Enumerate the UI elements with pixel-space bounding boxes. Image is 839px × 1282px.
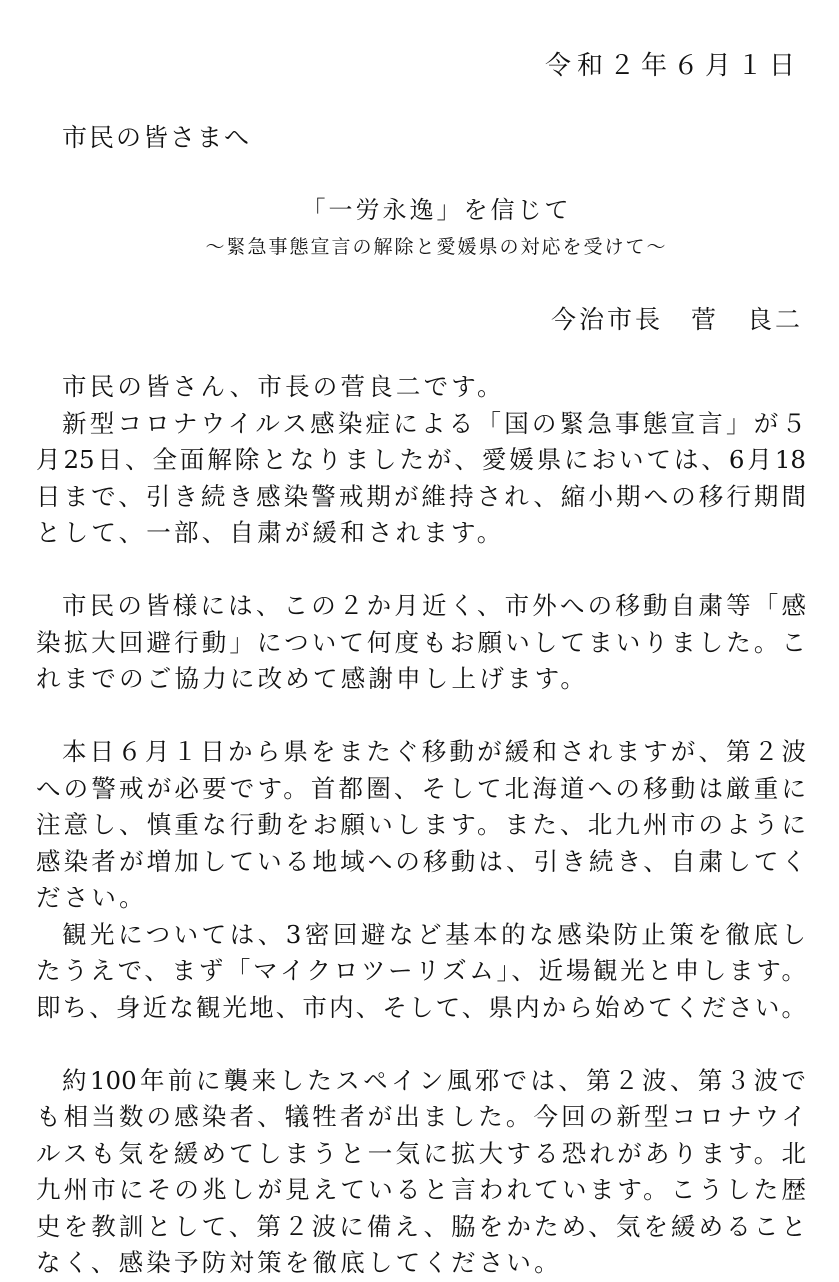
addressee: 市民の皆さまへ bbox=[62, 123, 252, 152]
signature bbox=[551, 302, 803, 338]
signature-name: 菅 良二 bbox=[690, 305, 803, 334]
document-title: 「一労永逸」を信じて bbox=[301, 196, 572, 224]
paragraph-6-line-5: 史を教訓として、第２波に備え、脇をかため、気を緩めること bbox=[36, 1211, 806, 1241]
signature-position: 今治市長 bbox=[550, 305, 663, 334]
paragraph-4-line-4: 感染者が増加している地域への移動は、引き続き、自粛してく bbox=[36, 846, 806, 876]
paragraph-4-line-2: への警戒が必要です。首都圏、そして北海道への移動は厳重に bbox=[36, 773, 806, 803]
paragraph-spacer bbox=[36, 552, 806, 589]
paragraph-6-line-1: 約100年前に襲来したスペイン風邪では、第２波、第３波で bbox=[62, 1065, 806, 1095]
paragraph-2-line-2: 月25日、全面解除となりましたが、愛媛県においては、6月18 bbox=[36, 445, 806, 474]
paragraph-3-line-3: れまでのご協力に改めて感謝申し上げます。 bbox=[36, 664, 589, 693]
document-subtitle: ～緊急事態宣言の解除と愛媛県の対応を受けて～ bbox=[205, 236, 668, 258]
paragraph-1-line-1: 市民の皆さん、市長の菅良二です。 bbox=[62, 372, 505, 401]
paragraph-4-line-1: 本日６月１日から県をまたぐ移動が緩和されますが、第２波 bbox=[62, 737, 806, 766]
paragraph-2-line-1: 新型コロナウイルス感染症による「国の緊急事態宣言」が５ bbox=[62, 408, 806, 438]
paragraph-5-line-1: 観光については、3密回避など基本的な感染防止策を徹底し bbox=[62, 919, 806, 949]
paragraph-3-line-2: 染拡大回避行動」について何度もお願いしてまいりました。こ bbox=[36, 627, 806, 657]
paragraph-2-line-3: 日まで、引き続き感染警戒期が維持され、縮小期への移行期間 bbox=[36, 481, 806, 511]
paragraph-spacer bbox=[36, 1026, 806, 1063]
paragraph-4-line-5: ださい。 bbox=[36, 883, 147, 912]
paragraph-3-line-1: 市民の皆様には、この２か月近く、市外への移動自粛等「感 bbox=[62, 591, 806, 620]
paragraph-6-line-6: なく、感染予防対策を徹底してください。 bbox=[36, 1248, 562, 1277]
letter-body bbox=[36, 369, 806, 1282]
paragraph-5-line-3: 即ち、身近な観光地、市内、そして、県内から始めてください。 bbox=[36, 992, 806, 1022]
paragraph-6-line-3: ルスも気を緩めてしまうと一気に拡大する恐れがあります。北 bbox=[36, 1138, 806, 1168]
paragraph-4-line-3: 注意し、慎重な行動をお願いします。また、北九州市のように bbox=[36, 810, 806, 839]
paragraph-spacer bbox=[36, 698, 806, 735]
paragraph-5-line-2: たうえで、まず「マイクロツーリズム」、近場観光と申します。 bbox=[36, 956, 806, 985]
paragraph-6-line-2: も相当数の感染者、犠牲者が出ました。今回の新型コロナウイ bbox=[36, 1102, 806, 1131]
paragraph-2-line-4: として、一部、自粛が緩和されます。 bbox=[36, 518, 505, 547]
letter-date: 令和２年６月１日 bbox=[544, 51, 801, 81]
paragraph-6-line-4: 九州市にその兆しが見えていると言われています。こうした歴 bbox=[36, 1175, 806, 1204]
